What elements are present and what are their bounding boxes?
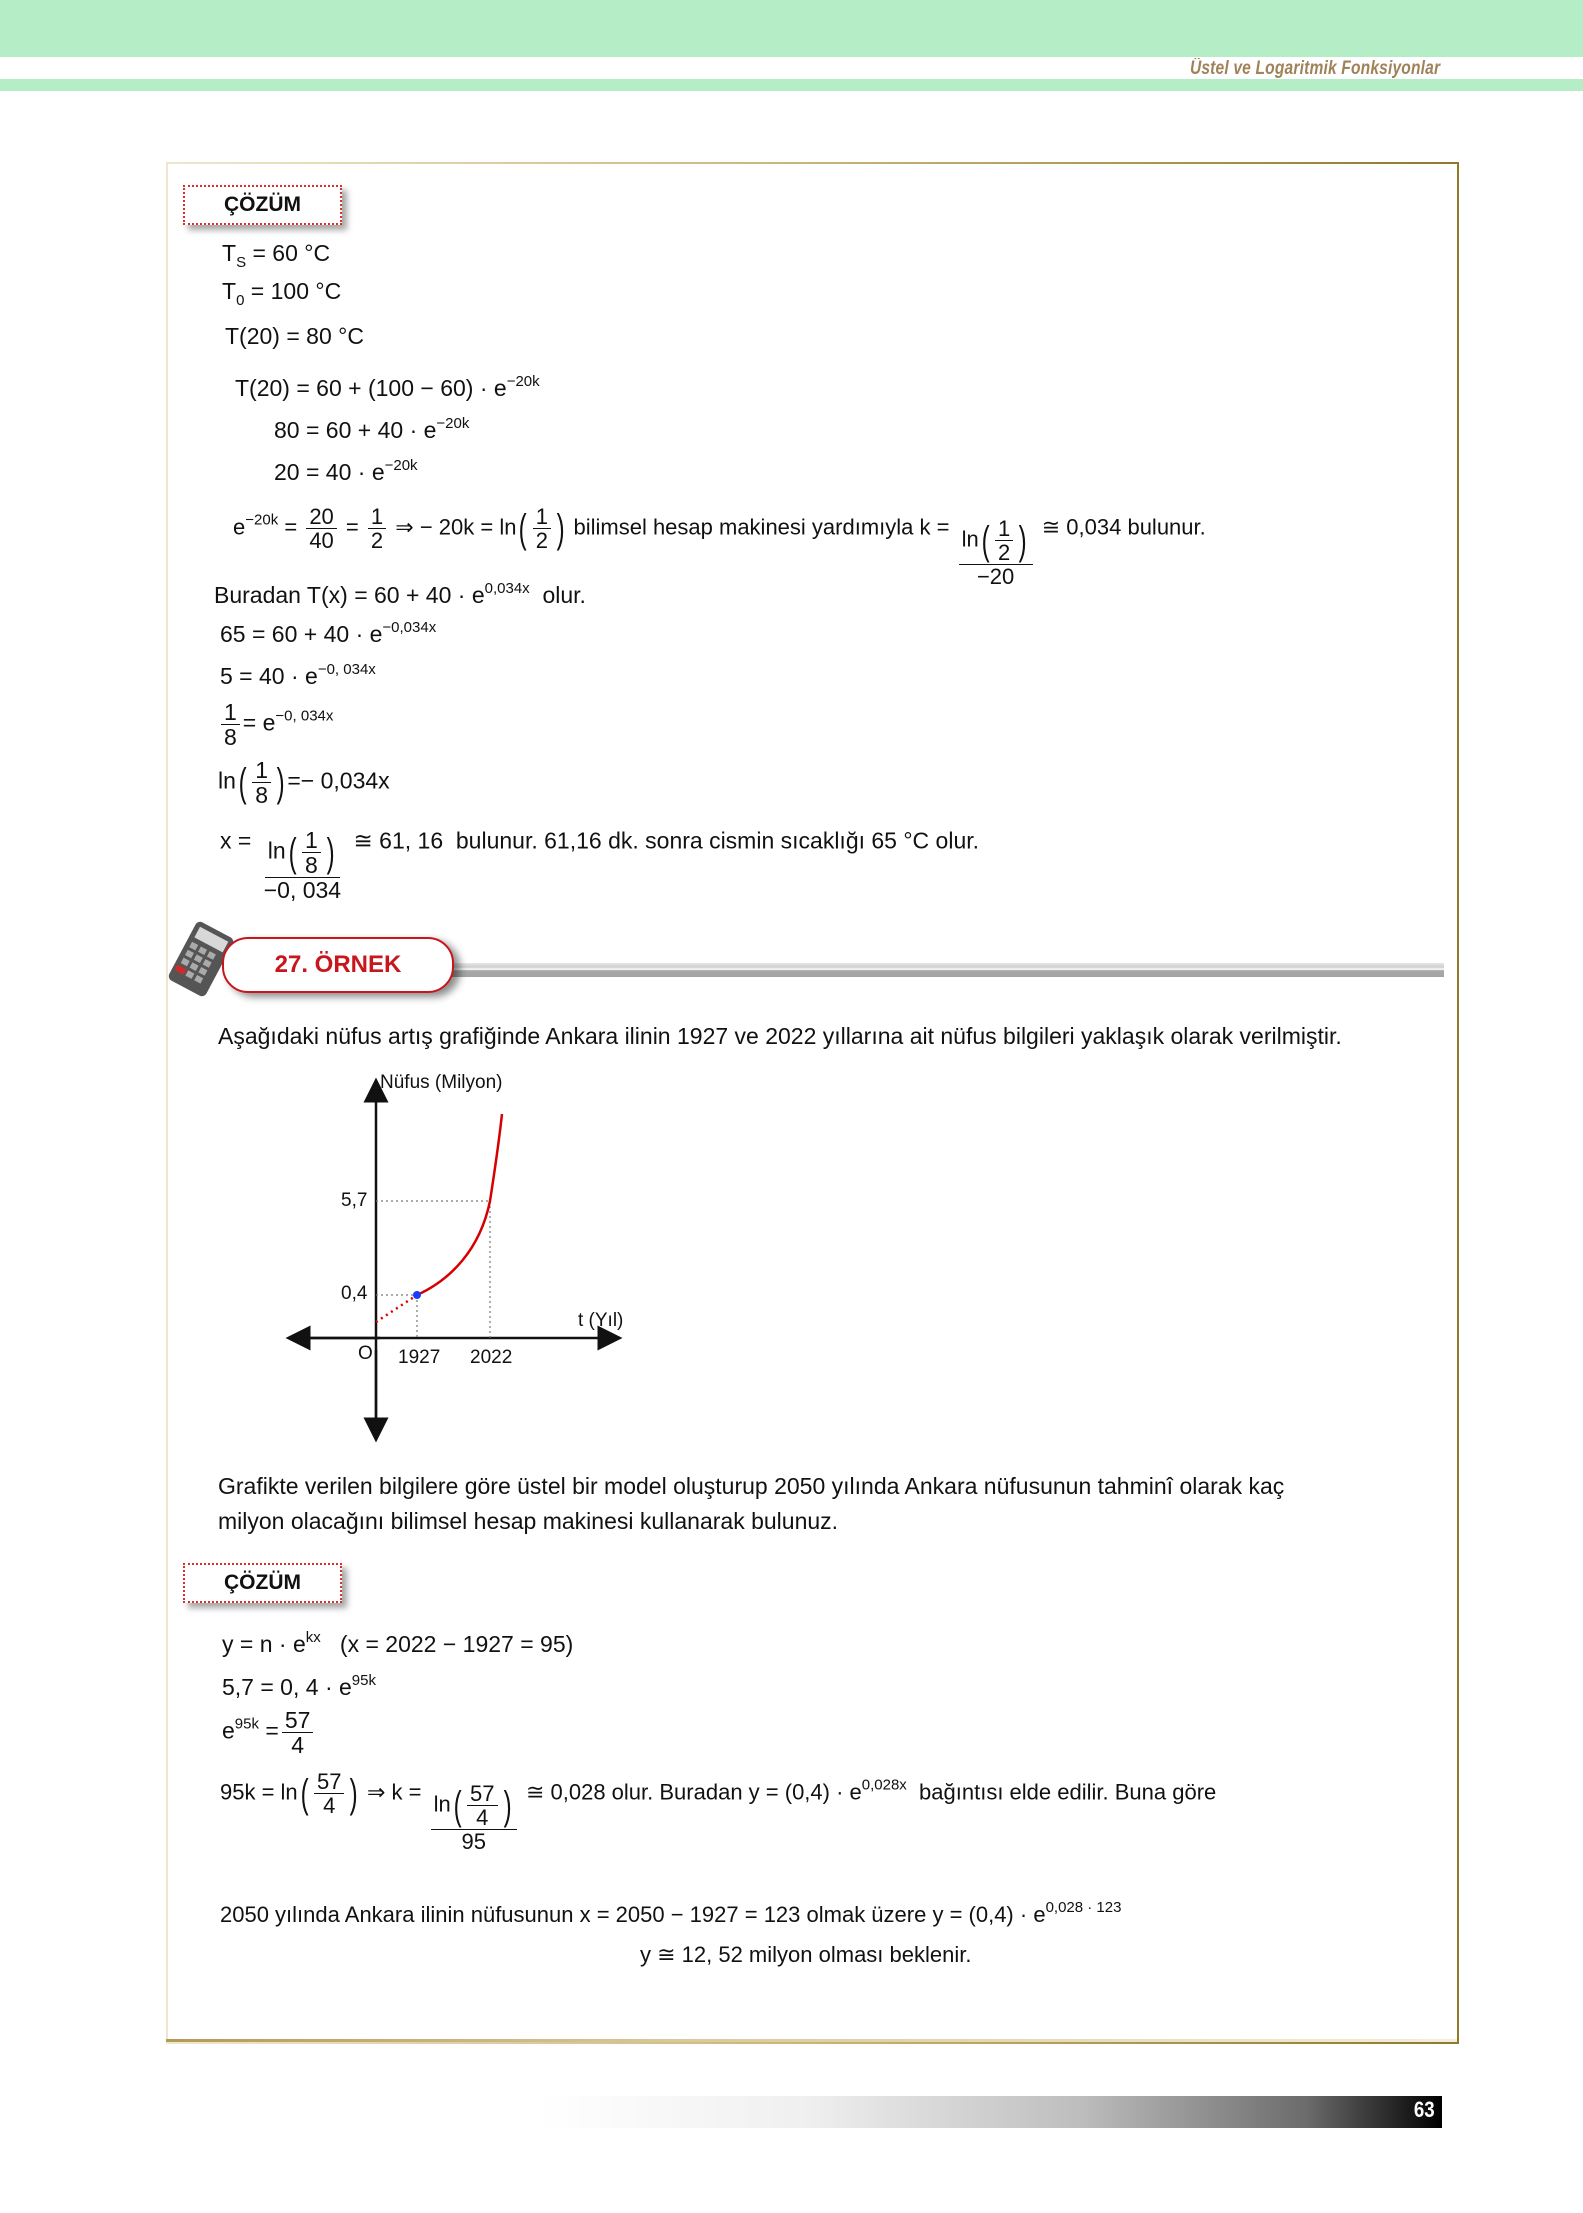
header-band [0,0,1583,57]
sol2-line-6: y ≅ 12, 52 milyon olması beklenir. [640,1942,972,1967]
origin-label: O [358,1343,373,1364]
x-axis-label: t (Yıl) [578,1310,624,1331]
chart-canvas [280,1070,660,1450]
eq-t0: $T_0 = 100$ °C [222,278,342,309]
page-number-bar [540,2096,1442,2128]
sol2-line-1: $y = n \cdot e^{kx}$ (x = 2022 − 1927 = 95) [222,1629,574,1657]
chapter-title: Üstel ve Logaritmik Fonksiyonlar [1189,58,1440,79]
eq-t20: T(20) = 80 °C [225,323,364,349]
solution-label: ÇÖZÜM [183,185,342,225]
eq-2: $80 = 60 + 40 \cdot e^{-20k}$ [274,415,470,443]
sol2-line-3: $e^{95k}$ = $\frac{57}{4}$ [222,1708,316,1757]
x-tick-1927: 1927 [398,1347,441,1368]
example-label: 27. ÖRNEK [222,937,454,993]
frame-bottom-rule [166,2039,1457,2042]
population-curve [417,1114,502,1295]
question-line-1: Grafikte verilen bilgilere göre üstel bir model oluşturup 2050 yılında Ankara nüfusunun tahminî olarak kaç [218,1473,1285,1499]
population-chart [280,1070,660,1450]
eq-7: $5 = 40 \cdot e^{-0, 034x}$ [220,661,376,689]
eq-10: x = ln( $\frac{1}{8}$ ) −0, 034 ≅ 61, 16 bulunur. 61,16 dk. sonra cismin sıcaklığı 65 °C olur. [220,827,980,904]
sol2-line-4: 95k = ln( $\frac{57}{4}$ ) ⇒ k = ln( $\frac{57}{4}$ ) 95 ≅ 0,028 olur. Buradan $y = (0,4) \cdot e^{0,028x}$ bağıntısı elde edilir. Buna göre [220,1769,1217,1855]
header-strip [0,79,1583,91]
eq-ts: $T_S = 60$ °C [222,240,331,271]
eq-1: $T(20) = 60 + (100 - 60) \cdot e^{-20k}$ [235,373,540,401]
example-intro: Aşağıdaki nüfus artış grafiğinde Ankara ilinin 1927 ve 2022 yıllarına ait nüfus bilgileri yaklaşık olarak verilmiştir. [218,1023,1342,1049]
sol2-line-2: 5,7 = 0, $4 \cdot e^{95k}$ [222,1672,376,1700]
question-line-2: milyon olacağını bilimsel hesap makinesi kullanarak bulunuz. [218,1508,839,1534]
y-tick-04: 0,4 [341,1283,368,1304]
y-tick-57: 5,7 [341,1190,368,1211]
x-tick-2022: 2022 [470,1347,513,1368]
eq-3: $20 = 40 \cdot e^{-20k}$ [274,457,418,485]
eq-6: $65 = 60 + 40 \cdot e^{-0,034x}$ [220,619,437,647]
example-divider [440,963,1444,977]
eq-9: ln( $\frac{1}{8}$ ) =− 0,034x [218,757,390,809]
eq-8: $\frac{1}{8}$ = $e^{-0, 034x}$ [218,700,333,749]
sol2-line-5: 2050 yılında Ankara ilinin nüfusunun x = 2050 − 1927 = 123 olmak üzere $y = (0,4) \cdot e^{0,028 \cdot 123}$ [220,1899,1122,1927]
eq-5: Buradan $T(x) = 60 + 40 \cdot e^{0,034x}$ olur. [214,580,586,608]
solution-label-2: ÇÖZÜM [183,1563,342,1603]
data-point-1927 [413,1291,421,1299]
y-axis-label: Nüfus (Milyon) [380,1072,503,1093]
eq-4: $e^{-20k}$ = $\frac{20}{40}$ = $\frac{1}{2}$ ⇒ − 20k = ln( $\frac{1}{2}$ ) bilimsel hesap makinesi yardımıyla k = ln( $\frac{1}{2}$ ) −20 ≅ 0,034 bulunur. [233,504,1206,590]
page-number: 63 [1413,2097,1435,2122]
